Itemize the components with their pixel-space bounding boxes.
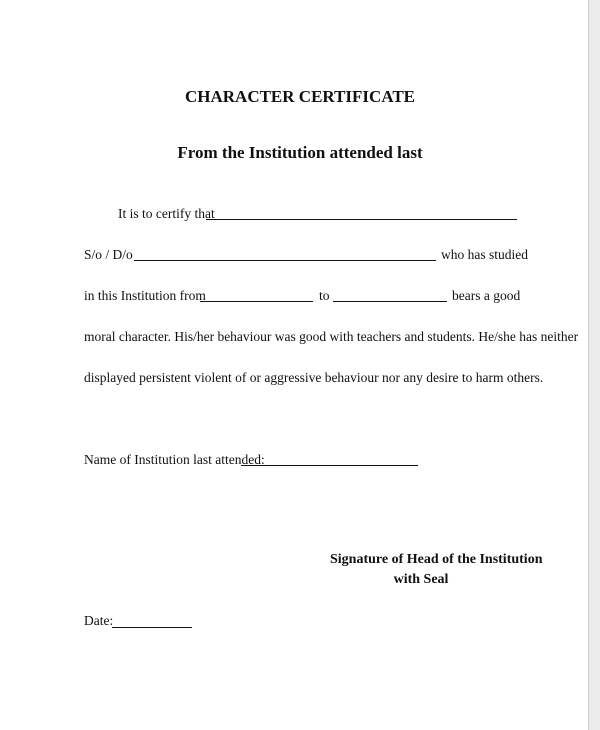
institution-name-blank[interactable] bbox=[241, 465, 418, 466]
studied-text: who has studied bbox=[441, 247, 528, 262]
date-label: Date: bbox=[84, 613, 114, 628]
to-label: to bbox=[319, 288, 330, 303]
to-date-blank[interactable] bbox=[333, 301, 447, 302]
bears-text: bears a good bbox=[452, 288, 521, 303]
from-date-blank[interactable] bbox=[200, 301, 313, 302]
signature-label: Signature of Head of the Institution bbox=[330, 552, 543, 567]
seal-label: with Seal bbox=[393, 572, 449, 587]
character-text: moral character. His/her behaviour was good with teachers and students. He/she has neither bbox=[84, 329, 579, 344]
parent-name-blank[interactable] bbox=[134, 260, 436, 261]
behaviour-text: displayed persistent violent of or aggressive behaviour nor any desire to harm others. bbox=[84, 370, 544, 385]
certificate-title: CHARACTER CERTIFICATE bbox=[184, 87, 416, 106]
certificate-subtitle: From the Institution attended last bbox=[177, 143, 423, 162]
vertical-scrollbar[interactable] bbox=[589, 0, 600, 730]
date-blank[interactable] bbox=[112, 627, 192, 628]
institution-from-label: in this Institution from bbox=[84, 288, 206, 303]
certify-label: It is to certify that bbox=[118, 206, 215, 221]
parent-label: S/o / D/o bbox=[84, 247, 133, 262]
student-name-blank[interactable] bbox=[206, 219, 517, 220]
institution-label: Name of Institution last attended: bbox=[84, 452, 265, 467]
